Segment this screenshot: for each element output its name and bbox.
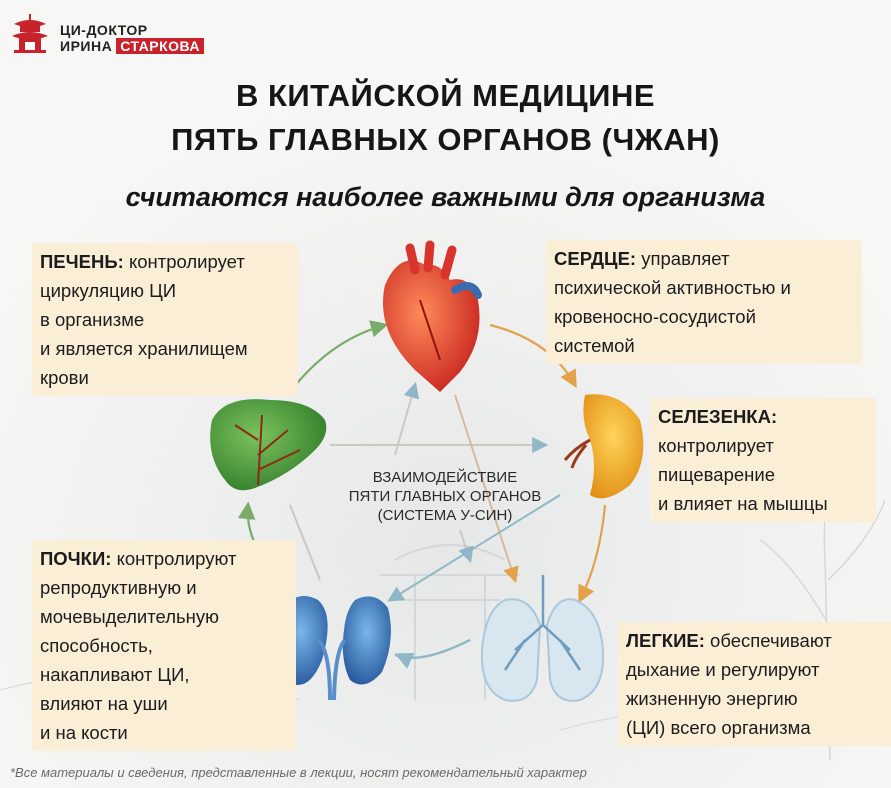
liver-title: ПЕЧЕНЬ: [40, 251, 124, 272]
heart-description [546, 240, 862, 364]
title-line-2: ПЯТЬ ГЛАВНЫХ ОРГАНОВ (ЧЖАН) [171, 122, 720, 157]
brand-first-name: ИРИНА [60, 38, 113, 54]
kidneys-line: влияют на уши [40, 693, 168, 714]
liver-line: циркуляцию ЦИ [40, 280, 177, 301]
heart-line: системой [554, 335, 635, 356]
subtitle: считаются наиболее важными для организма [125, 182, 766, 212]
center-caption [300, 468, 590, 525]
lungs-icon [482, 575, 603, 701]
heart-line: управляет [641, 248, 730, 269]
lungs-line: дыхание и регулируют [626, 659, 820, 680]
liver-description [32, 243, 298, 396]
lungs-title: ЛЕГКИЕ: [626, 630, 705, 651]
liver-line: контролирует [128, 251, 245, 272]
kidneys-line: накапливают ЦИ, [40, 664, 190, 685]
lungs-line: обеспечивают [710, 630, 832, 651]
heart-icon [383, 245, 480, 392]
footnote: *Все материалы и сведения, представленные в лекции, носят рекомендательный характер [10, 765, 587, 780]
spleen-line: и влияет на мышцы [658, 493, 828, 514]
arrow-liver-to-heart [290, 325, 385, 392]
kidneys-line: и на кости [40, 722, 128, 743]
lungs-description [618, 622, 891, 746]
brand-surname: СТАРКОВА [116, 38, 204, 54]
spleen-title: СЕЛЕЗЕНКА: [658, 406, 778, 427]
brand-name-line1: ЦИ-ДОКТОР [60, 22, 148, 38]
kidneys-title: ПОЧКИ: [40, 548, 112, 569]
liver-line: и является хранилищем [40, 338, 248, 359]
kidneys-line: репродуктивную и [40, 577, 197, 598]
spleen-line: контролирует [658, 435, 774, 456]
heart-title: СЕРДЦЕ: [554, 248, 637, 269]
kidneys-line: контролируют [116, 548, 237, 569]
center-caption-line2: ПЯТИ ГЛАВНЫХ ОРГАНОВ [348, 488, 542, 505]
liver-line: в организме [40, 309, 145, 330]
kidneys-line: мочевыделительную [40, 606, 219, 627]
heart-line: кровеносно-сосудистой [554, 306, 756, 327]
spleen-line: пищеварение [658, 464, 775, 485]
spleen-description [650, 398, 876, 522]
kidneys-line: способность, [40, 635, 153, 656]
title-line-1: В КИТАЙСКОЙ МЕДИЦИНЕ [235, 78, 656, 113]
center-caption-line1: ВЗАИМОДЕЙСТВИЕ [372, 469, 518, 486]
liver-line: крови [40, 367, 89, 388]
lungs-line: жизненную энергию [626, 688, 798, 709]
center-caption-line3: (СИСТЕМА У-СИН) [377, 507, 513, 524]
lungs-line: (ЦИ) всего организма [626, 717, 811, 738]
heart-line: психической активностью и [554, 277, 791, 298]
kidneys-description [32, 540, 296, 751]
